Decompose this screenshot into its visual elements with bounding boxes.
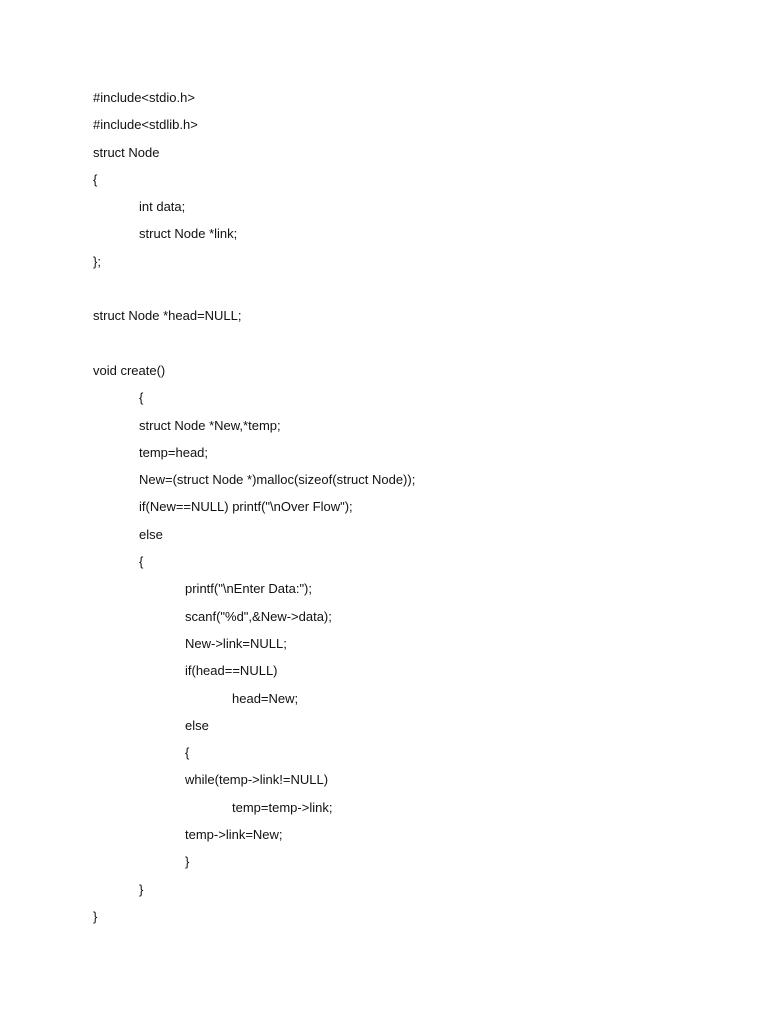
code-line: int data; xyxy=(139,199,186,215)
code-line: while(temp->link!=NULL) xyxy=(185,772,329,788)
code-line: if(New==NULL) printf("\nOver Flow"); xyxy=(139,499,353,515)
code-line: { xyxy=(139,390,144,406)
code-line: struct Node *head=NULL; xyxy=(93,308,242,324)
blank-line xyxy=(93,330,733,357)
code-line: struct Node xyxy=(93,144,160,160)
code-listing xyxy=(93,84,733,930)
code-line: } xyxy=(139,881,144,897)
code-line: #include<stdio.h> xyxy=(93,90,195,105)
code-line: New->link=NULL; xyxy=(185,635,287,651)
blank-line xyxy=(93,275,733,302)
code-line: New=(struct Node *)malloc(sizeof(struct Node)); xyxy=(139,472,416,488)
code-line: { xyxy=(139,554,144,570)
code-line: scanf("%d",&New->data); xyxy=(185,608,332,624)
code-line: temp=head; xyxy=(139,444,209,460)
code-line: temp->link=New; xyxy=(185,827,283,843)
code-line: if(head==NULL) xyxy=(185,663,278,679)
code-line: else xyxy=(185,717,209,733)
code-line: } xyxy=(185,854,190,870)
code-line: #include<stdlib.h> xyxy=(93,117,198,133)
code-line: void create() xyxy=(93,362,166,378)
code-line: struct Node *New,*temp; xyxy=(139,417,281,433)
code-line: { xyxy=(185,745,190,761)
code-line: } xyxy=(93,908,98,924)
code-line: head=New; xyxy=(232,690,299,706)
code-line: { xyxy=(93,171,98,187)
code-line: }; xyxy=(93,253,101,269)
code-line: struct Node *link; xyxy=(139,226,238,242)
code-line: printf("\nEnter Data:"); xyxy=(185,581,312,597)
code-line: else xyxy=(139,526,163,542)
code-line: temp=temp->link; xyxy=(232,799,333,815)
